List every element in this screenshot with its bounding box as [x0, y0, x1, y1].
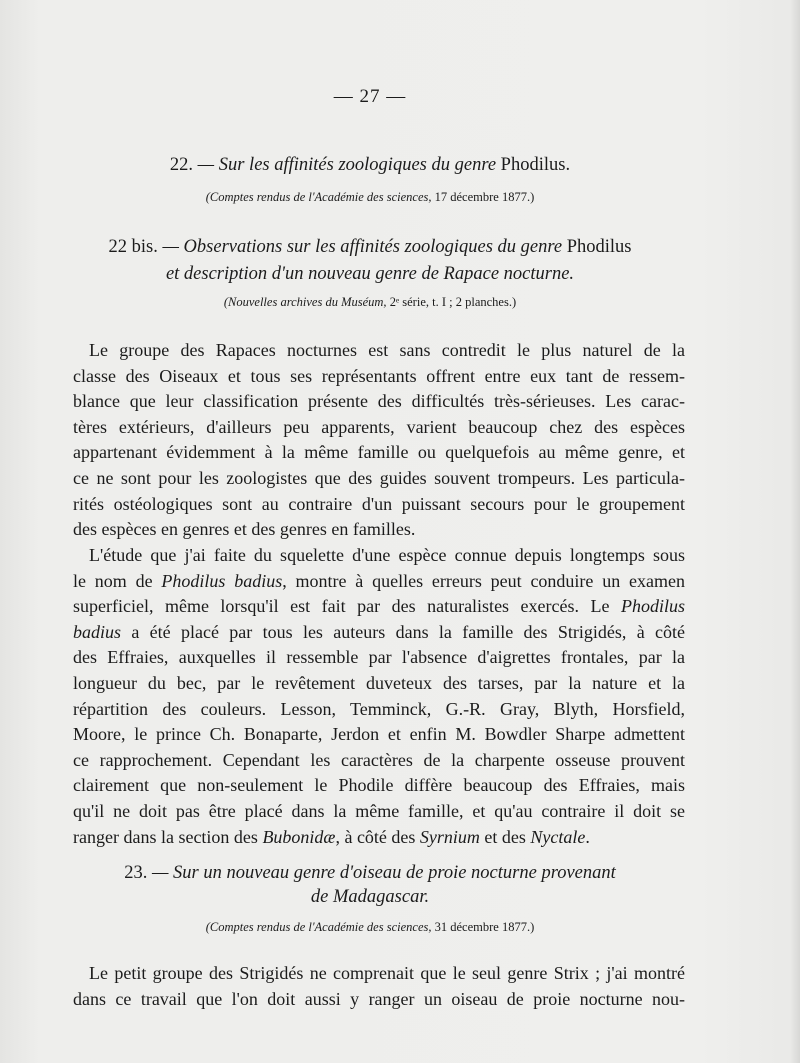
- source-date: 31 décembre 1877.): [434, 920, 535, 934]
- section-title: — Sur un nouveau genre d'oiseau de proie nocturne provenant: [151, 863, 616, 883]
- section-22-source: [0, 190, 740, 205]
- text-line: blance que leur classification présente des difficultés très-sérieuses. Les carac-: [73, 391, 685, 412]
- text-line: [73, 569, 685, 595]
- text-run: superficiel, même lorsqu'il est fait par des naturalistes exercés. Le: [73, 596, 621, 617]
- text-line: dans ce travail que l'on doit aussi y ranger un oiseau de proie nocturne nou-: [73, 988, 685, 1009]
- source-date: 2ᵉ série, t. I ; 2 planches.): [389, 295, 517, 309]
- text-run: , montre à quelles erreurs peut conduire un examen: [282, 570, 685, 591]
- text-run: et des: [479, 826, 531, 847]
- text-run: .: [585, 826, 590, 847]
- page-edge-shadow: [790, 0, 800, 1063]
- text-line: Le groupe des Rapaces nocturnes est sans contredit le plus naturel de la: [89, 340, 685, 360]
- text-line: clairement que non-seulement le Phodile diffère beaucoup des Effraies, mais: [73, 775, 685, 796]
- source-title: (Comptes rendus de l'Académie des sciences,: [205, 920, 432, 934]
- section-number: 22 bis.: [108, 237, 158, 257]
- text-line: [73, 825, 685, 851]
- section-22bis-heading: [0, 234, 740, 260]
- taxon-name: Nyctale: [530, 826, 586, 847]
- section-22bis-heading-line2: [0, 261, 740, 287]
- section-23-heading: [0, 860, 740, 886]
- section-22-heading: [0, 152, 740, 178]
- section-number: 22.: [169, 155, 194, 175]
- text-line: des Effraies, auxquelles il ressemble par l'absence d'aigrettes frontales, par la: [73, 647, 685, 668]
- text-line: ce ne sont pour les zoologistes que des guides souvent trompeurs. Les particula-: [73, 467, 685, 488]
- text-run: le nom de: [73, 570, 162, 591]
- section-title: — Observations sur les affinités zoologiques du genre: [162, 237, 563, 257]
- source-title: (Nouvelles archives du Muséum,: [223, 295, 387, 309]
- text-run: ranger dans la section des: [73, 826, 263, 847]
- paragraph-2: [73, 543, 685, 850]
- species-name: Phodilus: [620, 596, 685, 617]
- text-line: rités ostéologiques sont au contraire d'un puissant secours pour le groupement: [73, 493, 685, 514]
- species-name: Phodilus badius: [161, 570, 283, 591]
- text-line: L'étude que j'ai faite du squelette d'une espèce connue depuis longtemps sous: [89, 545, 685, 565]
- text-line: [73, 620, 685, 646]
- text-run: , à côté des: [335, 826, 420, 847]
- section-23-source: [0, 920, 740, 935]
- text-line: répartition des couleurs. Lesson, Temminck, G.-R. Gray, Blyth, Horsfield,: [73, 698, 685, 719]
- section-title-line2: de Madagascar.: [310, 887, 430, 907]
- text-line: Moore, le prince Ch. Bonaparte, Jerdon et enfin M. Bowdler Sharpe admettent: [73, 724, 685, 745]
- text-line: longueur du bec, par le revêtement duveteux des tarses, par la nature et la: [73, 672, 685, 693]
- section-22bis-source: [0, 295, 740, 310]
- taxon-name: Syrnium: [419, 826, 480, 847]
- section-number: 23.: [124, 863, 148, 883]
- taxon-name: Bubonidæ: [262, 826, 336, 847]
- section-genus: Phodilus: [566, 237, 632, 257]
- text-line: appartenant évidemment à la même famille ou quelquefois au même genre, et: [73, 442, 685, 463]
- text-line: [73, 594, 685, 620]
- section-title-line2: et description d'un nouveau genre de Rapace nocturne.: [165, 264, 575, 284]
- source-date: 17 décembre 1877.): [434, 190, 535, 204]
- text-run: a été placé par tous les auteurs dans la famille des Strigidés, à côté: [121, 621, 685, 642]
- paragraph-1: [73, 338, 685, 543]
- section-genus: Phodilus.: [500, 155, 571, 175]
- text-line: classe des Oiseaux et tous ses représentants offrent entre eux tant de ressem-: [73, 365, 685, 386]
- text-line: ce rapprochement. Cependant les caractères de la charpente osseuse prouvent: [73, 749, 685, 770]
- text-line: qu'il ne doit pas être placé dans la même famille, et qu'au contraire il doit se: [73, 800, 685, 821]
- page-number: — 27 —: [333, 86, 407, 107]
- species-name: badius: [73, 621, 122, 642]
- text-line: des espèces en genres et des genres en familles.: [73, 519, 416, 540]
- source-title: (Comptes rendus de l'Académie des sciences,: [205, 190, 432, 204]
- text-line: tères extérieurs, d'ailleurs peu apparents, varient beaucoup chez des espèces: [73, 416, 685, 437]
- section-23-heading-line2: [0, 884, 740, 910]
- text-line: Le petit groupe des Strigidés ne comprenait que le seul genre Strix ; j'ai montré: [89, 963, 685, 983]
- section-title: — Sur les affinités zoologiques du genre: [197, 155, 497, 175]
- paragraph-3: [73, 961, 685, 1012]
